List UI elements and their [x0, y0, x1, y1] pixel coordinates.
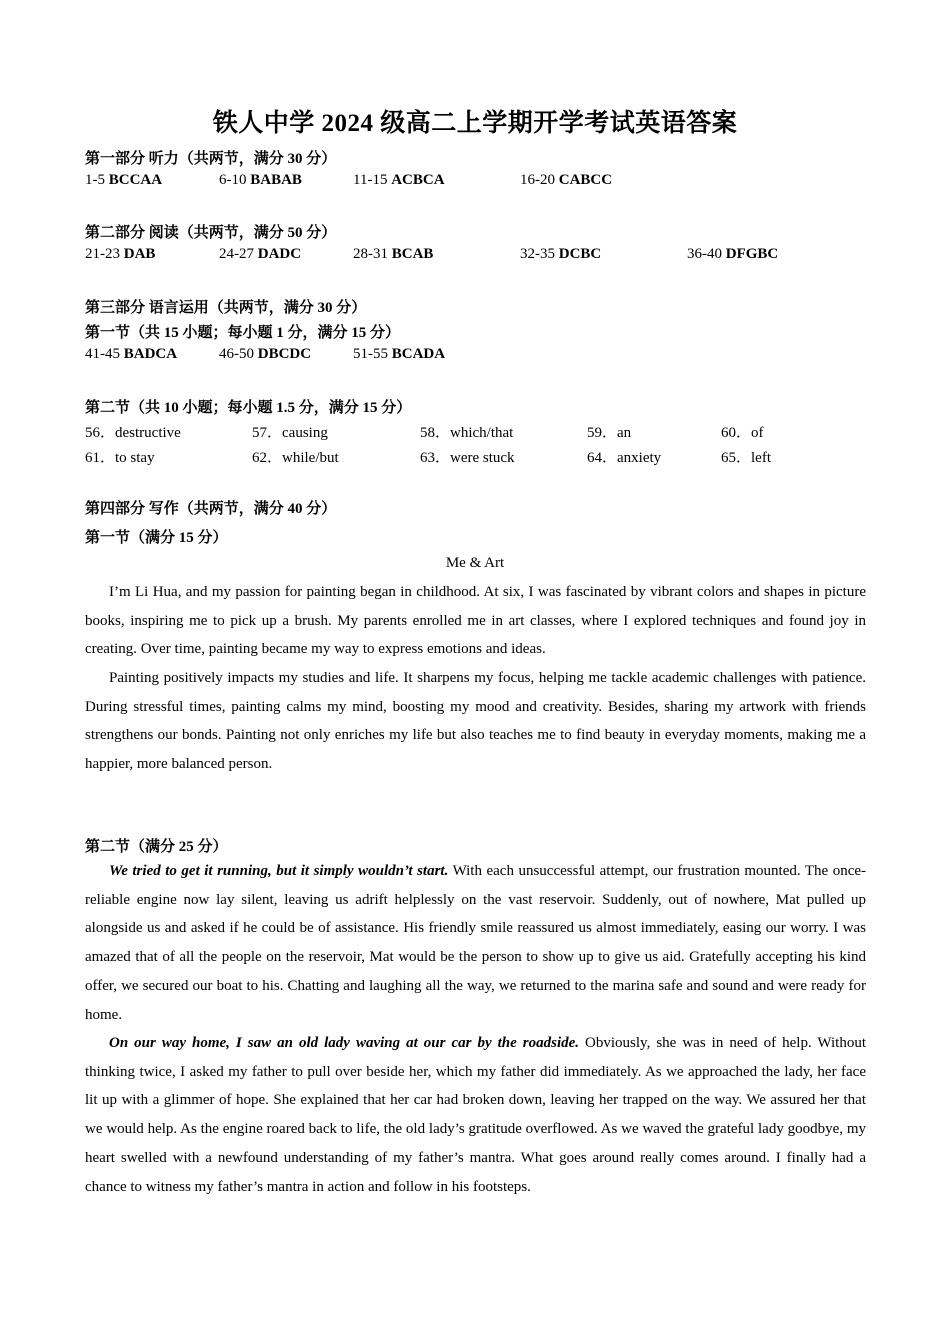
answer-item: 63．were stuck — [420, 450, 515, 466]
answer-group: 28-31 BCAB — [353, 246, 434, 262]
answer-group: 16-20 CABCC — [520, 172, 613, 188]
story-paragraph — [85, 857, 866, 1029]
part2-heading: 第二部分 阅读（共两节，满分 50 分） — [85, 225, 337, 241]
part3-heading: 第三部分 语言运用（共两节，满分 30 分） — [85, 300, 367, 316]
essay-paragraph: Painting positively impacts my studies and life. It sharpens my focus, helping me tackle academic challenges with patience. During stressful times, painting calms my mind, boosting my mood and creativity. Besides, sharing my artwork with friends strengthens our bonds. Painting not only enriches my life but also teaches me to find beauty in everyday moments, making me a happier, more balanced person. — [85, 670, 866, 773]
story-body: With each unsuccessful attempt, our frustration mounted. The once-reliable engine now lay silent, leaving us adrift helplessly on the vast reservoir. Suddenly, out of nowhere, Mat pulled up alongside us and asked if he could be of assistance. His friendly smile reassured us almost immediately, easing our worry. I was amazed that of all the people on the reservoir, Mat would be the person to show up to give us aid. Gratefully accepting his kind offer, we secured our boat to his. Chatting and laughing all the way, we returned to the marina safe and sound and were ready for home. — [85, 863, 866, 1023]
story-body: Obviously, she was in need of help. Without thinking twice, I asked my father to pull over beside her, which my father did immediately. As we approached the lady, her face lit up with a glimmer of hope. She explained that her car had broken down, leaving her trapped on the way. We assured her that we would help. As the engine roared back to life, the old lady’s gratitude overflowed. As we waved the grateful lady goodbye, my heart swelled with a newfound understanding of my father’s mantra. What goes around really comes around. I finally had a chance to witness my father’s mantra in action and follow in his footsteps. — [85, 1035, 866, 1195]
story-lead-sentence: On our way home, I saw an old lady waving at our car by the roadside. — [109, 1035, 580, 1051]
part4-section1-heading: 第一节（满分 15 分） — [85, 530, 228, 546]
part3-section1-heading: 第一节（共 15 小题；每小题 1 分，满分 15 分） — [85, 325, 401, 341]
story-paragraph — [85, 1029, 866, 1201]
answer-group: 24-27 DADC — [219, 246, 302, 262]
answer-item: 58．which/that — [420, 425, 514, 441]
part4-heading: 第四部分 写作（共两节，满分 40 分） — [85, 501, 337, 517]
essay-title: Me & Art — [445, 555, 505, 571]
part4-section2-heading: 第二节（满分 25 分） — [85, 839, 228, 855]
answer-item: 65．left — [721, 450, 771, 466]
answer-item: 62．while/but — [252, 450, 339, 466]
answer-item: 64．anxiety — [587, 450, 662, 466]
answer-group: 32-35 DCBC — [520, 246, 602, 262]
part1-heading: 第一部分 听力（共两节，满分 30 分） — [85, 151, 337, 167]
answer-group: 36-40 DFGBC — [687, 246, 779, 262]
answer-item: 61．to stay — [85, 450, 155, 466]
answer-item: 59．an — [587, 425, 632, 441]
essay-paragraph: I’m Li Hua, and my passion for painting began in childhood. At six, I was fascinated by vibrant colors and shapes in picture books, inspiring me to pick up a brush. My parents enrolled me in art classes, where I explored techniques and found joy in creating. Over time, painting became my way to express emotions and ideas. — [85, 584, 866, 658]
answer-group: 1-5 BCCAA — [85, 172, 163, 188]
answer-group: 11-15 ACBCA — [353, 172, 445, 188]
answer-group: 6-10 BABAB — [219, 172, 302, 188]
answer-group: 21-23 DAB — [85, 246, 156, 262]
answer-group: 46-50 DBCDC — [219, 346, 312, 362]
answer-group: 51-55 BCADA — [353, 346, 446, 362]
answer-group: 41-45 BADCA — [85, 346, 178, 362]
answer-item: 57．causing — [252, 425, 328, 441]
part3-section2-heading: 第二节（共 10 小题；每小题 1.5 分，满分 15 分） — [85, 400, 412, 416]
story-lead-sentence: We tried to get it running, but it simply wouldn’t start. — [109, 863, 449, 879]
page-title: 铁人中学 2024 级高二上学期开学考试英语答案 — [212, 110, 738, 137]
answer-item: 60．of — [721, 425, 764, 441]
answer-item: 56．destructive — [85, 425, 181, 441]
